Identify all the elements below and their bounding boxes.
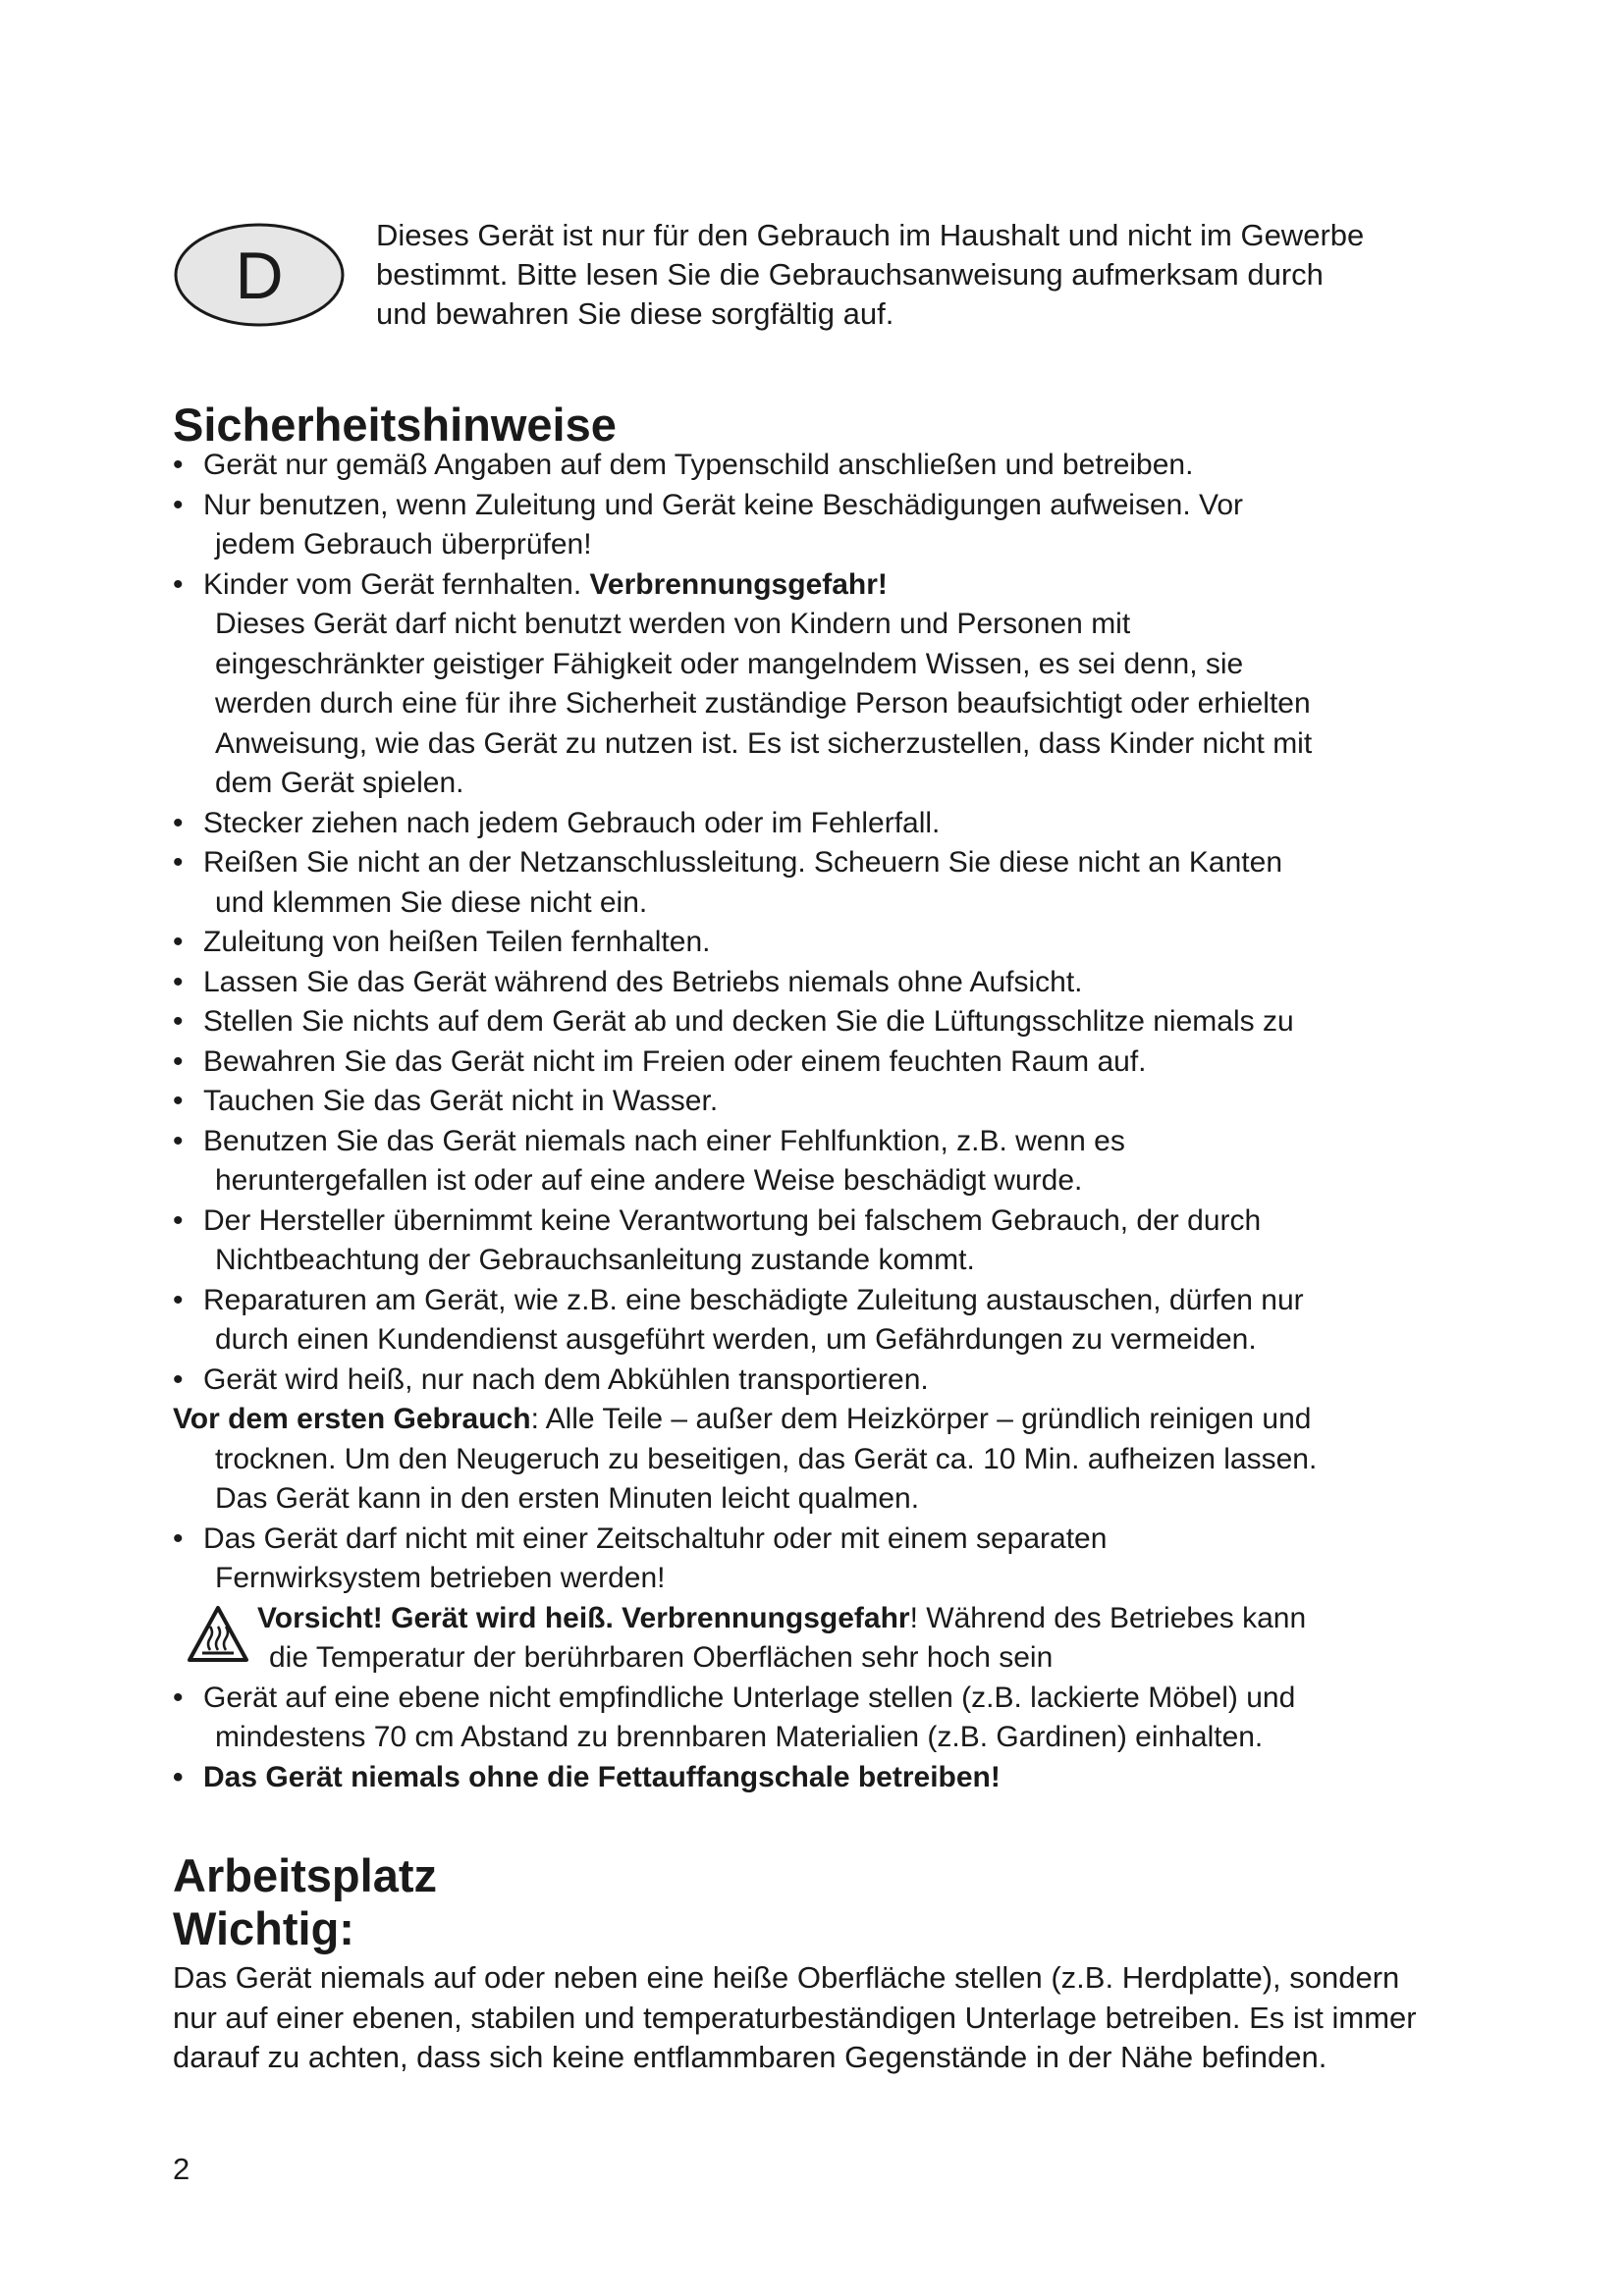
workplace-text <box>173 1958 1528 2078</box>
list-item: • Der Hersteller übernimmt keine Verantwortung bei falschem Gebrauch, der durch Nichtbeachtung der Gebrauchsanleitung zustande kommt. <box>173 1201 1489 1281</box>
hot-surface-warning: Vorsicht! Gerät wird heiß. Verbrennungsgefahr! Während des Betriebes kann die Temperatur der berührbaren Oberflächen sehr hoch sein <box>173 1599 1489 1679</box>
workplace-heading: Arbeitsplatz <box>173 1849 437 1901</box>
first-use-paragraph: Vor dem ersten Gebrauch: Alle Teile – außer dem Heizkörper – gründlich reinigen und trocknen. Um den Neugeruch zu beseitigen, das Gerät ca. 10 Min. aufheizen lassen. Das Gerät kann in den ersten Minuten leicht qualmen. <box>173 1403 1318 1515</box>
hot-surface-warning-icon <box>187 1605 249 1664</box>
list-item: • Bewahren Sie das Gerät nicht im Freien oder einem feuchten Raum auf. <box>173 1042 1489 1083</box>
list-item: • Das Gerät niemals ohne die Fettauffangschale betreiben! <box>173 1758 1489 1798</box>
page-number: 2 <box>173 2152 190 2186</box>
list-item: • Nur benutzen, wenn Zuleitung und Gerät keine Beschädigungen aufweisen. Vor jedem Gebrauch überprüfen! <box>173 486 1489 565</box>
workplace-line: nur auf einer ebenen, stabilen und temperaturbeständigen Unterlage betreiben. Es ist immer <box>173 2000 1417 2035</box>
intro-block <box>173 216 1489 334</box>
list-item: • Zuleitung von heißen Teilen fernhalten. <box>173 923 1489 963</box>
list-item: • Gerät wird heiß, nur nach dem Abkühlen transportieren. <box>173 1361 1489 1401</box>
workplace-subheading: Wichtig: <box>173 1902 354 1954</box>
list-item: • Reparaturen am Gerät, wie z.B. eine beschädigte Zuleitung austauschen, dürfen nur durch einen Kundendienst ausgeführt werden, um Gefährdungen zu vermeiden. <box>173 1281 1489 1361</box>
list-item: • Reißen Sie nicht an der Netzanschlussleitung. Scheuern Sie diese nicht an Kanten und klemmen Sie diese nicht ein. <box>173 843 1489 923</box>
list-item: • Kinder vom Gerät fernhalten. Verbrennungsgefahr! Dieses Gerät darf nicht benutzt werden von Kindern und Personen mit eingeschränkter geistiger Fähigkeit oder mangelndem Wissen, es sei denn, sie werden durch eine für ihre Sicherheit zuständige Person beaufsichtigt oder erhielten Anweisung, wie das Gerät zu nutzen ist. Es ist sicherzustellen, dass Kinder nicht mit dem Gerät spielen. <box>173 565 1489 804</box>
badge-letter: D <box>235 239 284 313</box>
intro-line: bestimmt. Bitte lesen Sie die Gebrauchsanweisung aufmerksam durch <box>376 257 1324 292</box>
safety-heading: Sicherheitshinweise <box>173 399 617 451</box>
list-item: • Stellen Sie nichts auf dem Gerät ab und decken Sie die Lüftungsschlitze niemals zu <box>173 1002 1489 1042</box>
list-item: • Tauchen Sie das Gerät nicht in Wasser. <box>173 1082 1489 1122</box>
workplace-line: Das Gerät niemals auf oder neben eine heiße Oberfläche stellen (z.B. Herdplatte), sondern <box>173 1960 1400 1995</box>
safety-list <box>173 446 1489 1797</box>
intro-text <box>376 216 1476 334</box>
list-item: • Lassen Sie das Gerät während des Betriebs niemals ohne Aufsicht. <box>173 963 1489 1003</box>
country-code-d-badge-icon <box>173 222 346 328</box>
list-item: • Das Gerät darf nicht mit einer Zeitschaltuhr oder mit einem separaten Fernwirksystem betrieben werden! <box>173 1520 1489 1599</box>
list-item: • Stecker ziehen nach jedem Gebrauch oder im Fehlerfall. <box>173 804 1489 844</box>
list-item: • Gerät auf eine ebene nicht empfindliche Unterlage stellen (z.B. lackierte Möbel) und mindestens 70 cm Abstand zu brennbaren Materialien (z.B. Gardinen) einhalten. <box>173 1679 1489 1758</box>
intro-line: und bewahren Sie diese sorgfältig auf. <box>376 296 894 331</box>
intro-line: Dieses Gerät ist nur für den Gebrauch im Haushalt und nicht im Gewerbe <box>376 218 1365 252</box>
list-item: • Gerät nur gemäß Angaben auf dem Typenschild anschließen und betreiben. <box>173 446 1489 486</box>
list-item: • Benutzen Sie das Gerät niemals nach einer Fehlfunktion, z.B. wenn es heruntergefallen ist oder auf eine andere Weise beschädigt wurde. <box>173 1122 1489 1201</box>
workplace-line: darauf zu achten, dass sich keine entflammbaren Gegenstände in der Nähe befinden. <box>173 2040 1327 2074</box>
